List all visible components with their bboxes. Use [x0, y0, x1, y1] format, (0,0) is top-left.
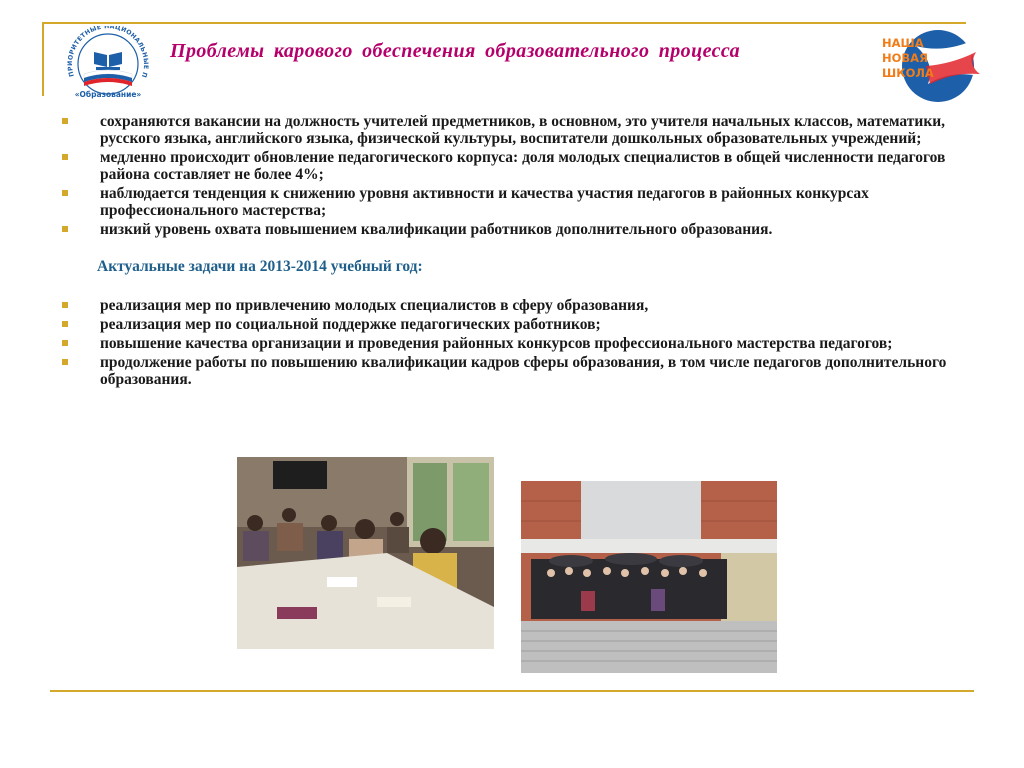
meeting-photo	[237, 457, 494, 649]
logo-line-3: ШКОЛА	[882, 66, 934, 80]
list-item: продолжение работы по повышению квалификации кадров сферы образования, в том числе педагогов дополнительного образования.	[60, 354, 980, 388]
list-item: низкий уровень охвата повышением квалификации работников дополнительного образования.	[60, 221, 980, 238]
problems-list	[60, 113, 980, 238]
slide-content	[60, 113, 980, 390]
nasha-novaya-shkola-logo	[876, 26, 986, 108]
list-item: наблюдается тенденция к снижению уровня активности и качества участия педагогов в районных конкурсах профессионального мастерства;	[60, 185, 980, 219]
list-item: реализация мер по привлечению молодых специалистов в сферу образования,	[60, 297, 980, 314]
bullet-icon	[62, 154, 68, 160]
list-item: сохраняются вакансии на должность учителей предметников, в основном, это учителя начальных классов, математики, русского языка, английского языка, физической культуры, воспитатели дошкольных образовательных учреждений;	[60, 113, 980, 147]
bullet-icon	[62, 226, 68, 232]
tasks-heading: Актуальные задачи на 2013-2014 учебный год:	[97, 258, 423, 275]
bullet-icon	[62, 321, 68, 327]
footer-rule	[50, 690, 974, 692]
list-item: повышение качества организации и проведения районных конкурсов профессионального мастерства педагогов;	[60, 335, 980, 352]
group-photo	[521, 481, 777, 673]
list-item: медленно происходит обновление педагогического корпуса: доля молодых специалистов в общей численности педагогов района составляет не более 4%;	[60, 149, 980, 183]
logo-ring-text: ПРИОРИТЕТНЫЕ НАЦИОНАЛЬНЫЕ П	[66, 26, 150, 79]
tasks-list	[60, 297, 980, 388]
national-projects-logo	[50, 26, 166, 100]
bullet-icon	[62, 190, 68, 196]
logo-line-1: НАША	[882, 36, 924, 50]
bullet-icon	[62, 118, 68, 124]
bullet-icon	[62, 359, 68, 365]
page-title: Проблемы карового обеспечения образовательного процесса	[170, 40, 741, 62]
bullet-icon	[62, 340, 68, 346]
list-item: реализация мер по социальной поддержке педагогических работников;	[60, 316, 980, 333]
bullet-icon	[62, 302, 68, 308]
logo-caption: «Образование»	[74, 90, 142, 99]
logo-line-2: НОВАЯ	[882, 51, 928, 65]
